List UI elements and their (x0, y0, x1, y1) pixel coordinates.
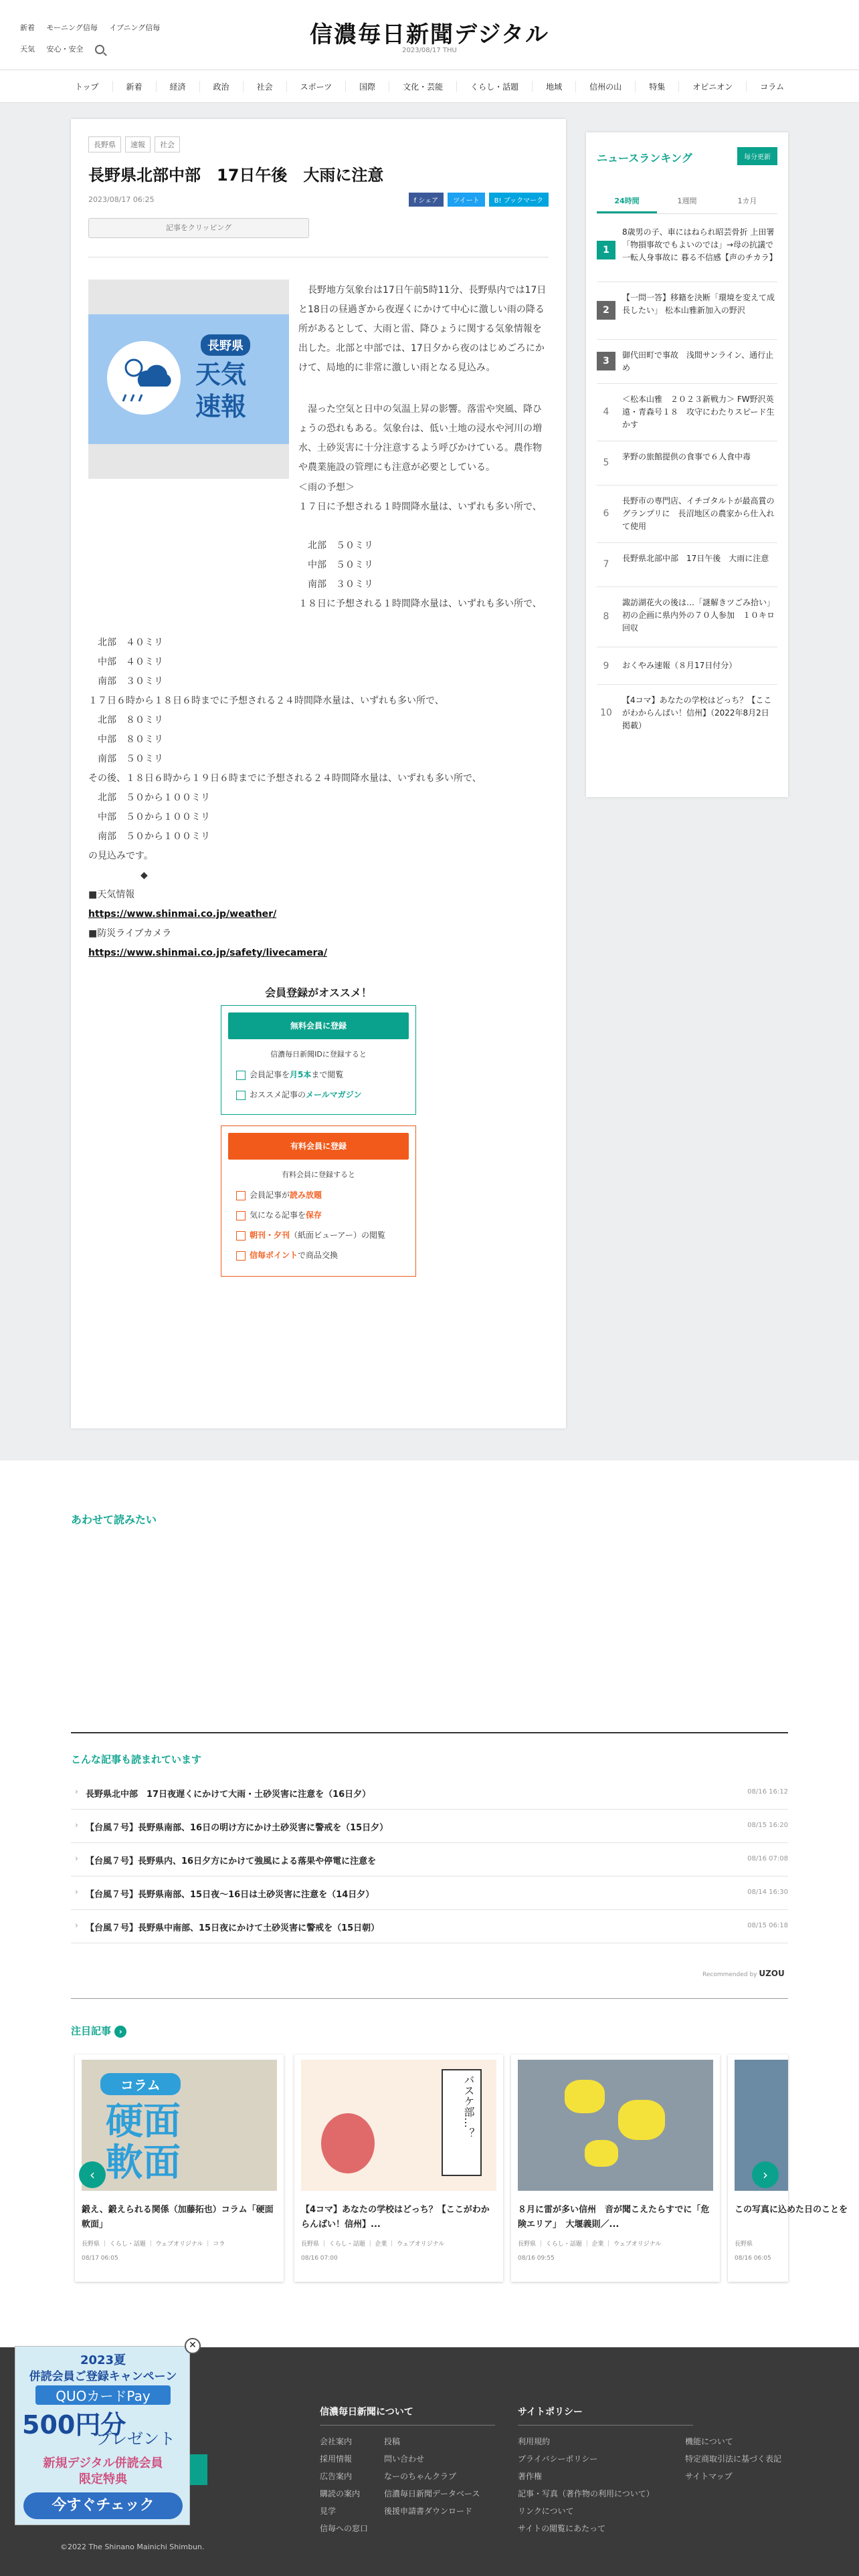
footer-link[interactable]: 信濃毎日新聞データベース (384, 2489, 480, 2498)
paid-feature-viewer: 朝刊・夕刊（紙面ビューアー）の閲覧 (236, 1229, 385, 1241)
ranking-item[interactable]: 2 【一問一答】移籍を決断「環境を変えて成長したい」 松本山雅新加入の野沢 (597, 282, 777, 340)
tab-1month[interactable]: 1カ月 (737, 197, 757, 205)
header-link-evening[interactable]: イブニング信毎 (109, 23, 161, 32)
ranking-item[interactable]: 6 長野市の専門店、イチゴタルトが最高賞のグランプリに 長沼地区の農家から仕入れて使用 (597, 486, 777, 543)
footer-link[interactable]: 投稿 (384, 2437, 401, 2446)
carousel-prev-button[interactable]: ‹ (79, 2161, 106, 2188)
card-image: コラム 硬面 軟面 (82, 2060, 277, 2191)
nav-item-mountain[interactable]: 信州の山 (576, 81, 636, 92)
tab-24h[interactable]: 24時間 (597, 190, 657, 213)
nav-item-society[interactable]: 社会 (244, 81, 287, 92)
chevron-right-icon: › (75, 1787, 78, 1796)
ranking-item[interactable]: 1 8歳男の子、車にはねられ昭芸骨折 上田署「物損事故でもよいのでは」→母の抗議で一転人身事故に 暮る不信感【声のチカラ】 (597, 219, 777, 282)
nav-item-economy[interactable]: 経済 (157, 81, 200, 92)
footer-link[interactable]: プライバシーポリシー (518, 2454, 598, 2464)
card-title: 【4コマ】あなたの学校はどっち？【ここがわからんばい！信州】... (301, 2205, 490, 2230)
ranking-tabs (597, 190, 777, 214)
article-para2: 湿った空気と日中の気温上昇の影響。落雷や突風、降ひょうの恐れもある。気象台は、低い土地の浸水や河川の増水、土砂災害に十分注意するよう呼びかけている。農作物や農業施設の管理にも注意が必要としている。 (298, 404, 542, 473)
card-title: この写真に込めた日のことを (735, 2205, 848, 2215)
related-article[interactable]: › 【台風７号】長野県内、16日夕方にかけて強風による落果や停電に注意を 08/16 07:08 (71, 1843, 788, 1876)
footer-link[interactable]: 著作権 (518, 2472, 543, 2481)
weather-bulletin-image (88, 280, 289, 479)
nav-item-culture[interactable]: 文化・芸能 (389, 81, 457, 92)
article-lead: 長野地方気象台は17日午前5時11分、長野県内では17日と18日の昼過ぎから夜遅くにかけて中心に激しい雨の降る所があるとして、大雨と雷、降ひょうに関する気象情報を出した。北部と中部では、17日夕から夜のはじめごろにかけて、局地的に非常に激しい雨となる見込み。 (298, 285, 547, 373)
weather-icons (107, 341, 181, 415)
footer-link[interactable]: サイトマップ (685, 2472, 733, 2481)
chevron-right-icon: › (75, 1887, 78, 1897)
document-icon (236, 1191, 246, 1200)
forecast-24a-intro: １７日６時から１８日６時までに予想される２４時間降水量は、いずれも多い所で、 (88, 695, 444, 706)
mail-icon (236, 1091, 246, 1100)
ranking-item[interactable]: 8 諏訪湖花火の後は…「謎解きツごみ拾い」 初の企画に県内外の７０人参加 １０キロ回収 (597, 587, 777, 647)
ranking-item[interactable]: 5 茅野の旅館提供の食事で６人食中毒 (597, 441, 777, 486)
tag-society[interactable]: 社会 (155, 136, 180, 152)
section-divider (71, 1998, 788, 1999)
footer-link[interactable]: 後援申請書ダウンロード (384, 2506, 473, 2516)
ranking-title: ニュースランキング (597, 152, 692, 165)
member-promo-title: 会員登録がオススメ！ (265, 986, 372, 999)
clip-article-button[interactable] (88, 218, 309, 238)
related-article[interactable]: › 【台風７号】長野県南部、15日夜～16日は土砂災害に注意を（14日夕） 08/14 16:30 (71, 1876, 788, 1910)
chevron-right-icon: › (75, 1854, 78, 1863)
footer-link[interactable]: 広告案内 (320, 2472, 353, 2481)
card-image: バスケ部…？ (301, 2060, 496, 2191)
forecast-17-intro: １７日に予想される１時間降水量は、いずれも多い所で、 (298, 502, 542, 512)
nav-item-special[interactable]: 特集 (636, 81, 679, 92)
section-title-konna: こんな記事も読まれています (71, 1753, 202, 1765)
paid-member-box (221, 1125, 416, 1277)
card-date: 08/17 06:05 (82, 2255, 118, 2262)
nav-item-opinion[interactable]: オピニオン (679, 81, 747, 92)
paid-feature-unlimited: 会員記事が読み放題 (236, 1189, 322, 1200)
news-ranking (586, 132, 788, 797)
carousel-next-button[interactable]: › (752, 2161, 779, 2188)
forecast-17-central: 中部 ５０ミリ (298, 560, 373, 570)
diamond-separator: ◆ (140, 870, 148, 881)
forecast-18-south: 南部 ３０ミリ (88, 676, 163, 687)
footer-policy-title: サイトポリシー (518, 2405, 693, 2426)
forecast-18-intro: １８日に予想される１時間降水量は、いずれも多い所で、 (298, 599, 542, 609)
forecast-24a-north: 北部 ８０ミリ (88, 715, 163, 726)
free-member-sub: 信濃毎日新聞IDに登録すると (270, 1050, 367, 1059)
card-date: 08/16 09:55 (518, 2255, 555, 2262)
related-article[interactable]: › 【台風７号】長野県中南部、15日夜にかけて土砂災害に警戒を（15日朝） 08/15 06:18 (71, 1910, 788, 1943)
chevron-right-icon: › (75, 1921, 78, 1930)
footer-link[interactable]: 問い合わせ (384, 2454, 425, 2464)
hatena-bookmark-button[interactable]: B! ブックマーク (489, 193, 549, 207)
forecast-24b-south: 南部 ５０から１００ミリ (88, 831, 210, 842)
ranking-item[interactable]: 3 御代田町で事故 浅間サンライン、通行止め (597, 340, 777, 384)
facebook-share-button[interactable]: f シェア (409, 193, 444, 207)
forecast-24b-intro: その後、１８日６時から１９日６時までに予想される２４時間降水量は、いずれも多い所で、 (88, 773, 482, 784)
forecast-closing: の見込みです。 (88, 851, 153, 861)
card-tags: 長野県 ｜ くらし・話題 ｜ 企業 ｜ ウェブオリジナル (301, 2241, 445, 2248)
copyright: ©2022 The Shinano Mainichi Shimbun. (60, 2543, 205, 2551)
recommended-by[interactable]: Recommended by UZOU (702, 1969, 785, 1978)
main-nav (0, 70, 859, 103)
card-title: ８月に雷が多い信州 音が聞こえたらすでに「危険エリア」 大堰義則／... (518, 2205, 710, 2230)
featured-card[interactable] (75, 2054, 284, 2282)
ranking-item[interactable]: 9 おくやみ速報（８月17日付分） (597, 647, 777, 685)
livecamera-label: ■防災ライブカメラ (88, 928, 172, 939)
card-title: 鍛え、鍛えられる関係（加藤拓也）コラム「硬面軟面」 (82, 2205, 274, 2230)
tag-breaking[interactable]: 速報 (125, 136, 151, 152)
paid-feature-save: 気になる記事を保存 (236, 1209, 322, 1220)
campaign-cta-button[interactable]: 今すぐチェック (23, 2492, 183, 2519)
nav-item-new[interactable]: 新着 (113, 81, 157, 92)
card-tags: 長野県 (735, 2241, 753, 2248)
footer-link[interactable]: 機能について (685, 2437, 733, 2446)
footer-link[interactable]: 会社案内 (320, 2437, 353, 2446)
paid-member-sub: 有料会員に登録すると (282, 1170, 355, 1179)
free-feature-newsletter: おススメ記事のメールマガジン (236, 1089, 361, 1100)
related-article[interactable]: › 長野県北中部 17日夜遅くにかけて大雨・土砂災害に注意を（16日夕） 08/16 16:12 (71, 1776, 788, 1810)
footer-link[interactable]: サイトの閲覧にあたって (518, 2524, 606, 2533)
image-title: 天気 速報 (195, 360, 247, 421)
nav-item-top[interactable]: トップ (62, 81, 113, 92)
footer-link[interactable]: 購読の案内 (320, 2489, 361, 2498)
forecast-18-central: 中部 ４０ミリ (88, 657, 163, 667)
weather-info-link[interactable]: https://www.shinmai.co.jp/weather/ (88, 909, 277, 920)
footer-link[interactable]: 信毎への窓口 (320, 2524, 369, 2533)
related-article[interactable]: › 【台風７号】長野県南部、16日の明け方にかけ土砂災害に警戒を（15日夕） 08/15 16:20 (71, 1810, 788, 1843)
free-register-button[interactable]: 無料会員に登録 (228, 1012, 409, 1039)
ranking-item[interactable]: 7 長野県北部中部 17日午後 大雨に注意 (597, 543, 777, 587)
twitter-share-button[interactable]: ツイート (448, 193, 485, 207)
nav-item-politics[interactable]: 政治 (200, 81, 244, 92)
article-card (71, 119, 566, 1428)
forecast-24a-south: 南部 ５０ミリ (88, 754, 163, 764)
chevron-right-icon: › (75, 1820, 78, 1830)
newspaper-icon (236, 1231, 246, 1241)
footer-link[interactable]: 特定商取引法に基づく表記 (685, 2454, 782, 2464)
tag-nagano[interactable]: 長野県 (88, 136, 121, 152)
clip-label: 記事をクリッピング (165, 223, 232, 232)
section-title-chumoku[interactable]: 注目記事 › (71, 2024, 126, 2038)
forecast-24a-central: 中部 ８０ミリ (88, 734, 163, 745)
arrow-right-icon: › (114, 2026, 126, 2038)
article-date: 2023/08/17 06:25 (88, 195, 155, 204)
forecast-24b-north: 北部 ５０から１００ミリ (88, 792, 210, 803)
tab-1week[interactable]: 1週間 (677, 197, 697, 205)
header-link-safety[interactable]: 安心・安全 (46, 45, 84, 53)
forecast-18-north: 北部 ４０ミリ (88, 637, 163, 648)
points-icon (236, 1251, 246, 1261)
footer-link[interactable]: 記事・写真（著作物の利用について） (518, 2489, 654, 2498)
nav-item-sports[interactable]: スポーツ (287, 81, 347, 92)
ranking-item[interactable]: 4 ＜松本山雅 ２０２３新戦力＞ FW野沢英遠・青森号１８ 攻守にわたりスピード生かす (597, 384, 777, 441)
close-icon[interactable]: ✕ (185, 2338, 201, 2354)
share-buttons (409, 193, 549, 207)
featured-card[interactable] (294, 2054, 503, 2282)
header-link-morning[interactable]: モーニング信毎 (46, 23, 98, 32)
card-image (518, 2060, 713, 2191)
forecast-17-south: 南部 ３０ミリ (298, 579, 373, 590)
livecamera-link[interactable]: https://www.shinmai.co.jp/safety/livecamera/ (88, 948, 327, 958)
image-pref-label: 長野県 (201, 334, 250, 356)
bookmark-icon (236, 1211, 246, 1220)
featured-card[interactable] (511, 2054, 720, 2282)
free-member-box (221, 1005, 416, 1115)
ranking-update-badge: 毎分更新 (737, 147, 777, 165)
nav-item-region[interactable]: 地域 (533, 81, 576, 92)
article-title: 長野県北部中部 17日午後 大雨に注意 (88, 166, 384, 185)
footer-link[interactable]: なーのちゃんクラブ (384, 2472, 457, 2481)
header-link-new[interactable]: 新着 (20, 23, 35, 32)
nav-item-international[interactable]: 国際 (346, 81, 389, 92)
paid-register-button[interactable]: 有料会員に登録 (228, 1133, 409, 1160)
footer-link[interactable]: 見学 (320, 2506, 337, 2516)
rain-forecast-header: ＜雨の予想＞ (298, 482, 355, 493)
card-date: 08/16 06:05 (735, 2255, 771, 2262)
weather-info-label: ■天気情報 (88, 889, 135, 900)
header-date: 2023/08/17 THU (402, 47, 457, 54)
ranking-item[interactable]: 10 【4コマ】あなたの学校はどっち？【ここがわからんばい！信州】（2022年8月2日掲載） (600, 695, 772, 730)
footer-about-title: 信濃毎日新聞について (320, 2405, 495, 2426)
campaign-popup[interactable]: 2023夏 併読会員ご登録キャンペーン QUOカードPay 500円分 プレゼント 新規デジタル併読会員 限定特典 今すぐチェック (15, 2346, 190, 2525)
card-date: 08/16 07:00 (301, 2255, 338, 2262)
footer-link[interactable]: 採用情報 (320, 2454, 353, 2464)
forecast-24b-central: 中部 ５０から１００ミリ (88, 812, 210, 823)
paid-feature-points: 信毎ポイントで商品交換 (236, 1249, 338, 1261)
document-icon (236, 1071, 246, 1080)
site-header (0, 0, 859, 67)
header-link-weather[interactable]: 天気 (20, 45, 35, 53)
site-logo[interactable]: 信濃毎日新聞デジタル (310, 21, 549, 48)
card-tags: 長野県 ｜ くらし・話題 ｜ 企業 ｜ ウェブオリジナル (518, 2241, 662, 2248)
footer-link[interactable]: リンクについて (518, 2506, 574, 2516)
nav-item-life[interactable]: くらし・話題 (457, 81, 533, 92)
nav-item-column[interactable]: コラム (760, 82, 785, 92)
card-tags: 長野県 ｜ くらし・話題 ｜ ウェブオリジナル ｜ コラ (82, 2241, 225, 2248)
free-feature-articles: 会員記事を月5本まで閲覧 (236, 1069, 343, 1080)
footer-link[interactable]: 利用規約 (518, 2437, 551, 2446)
section-title-awasete: あわせて読みたい (71, 1513, 157, 1526)
section-divider (71, 1732, 788, 1733)
article-tags (88, 136, 180, 152)
forecast-17-north: 北部 ５０ミリ (298, 540, 373, 551)
